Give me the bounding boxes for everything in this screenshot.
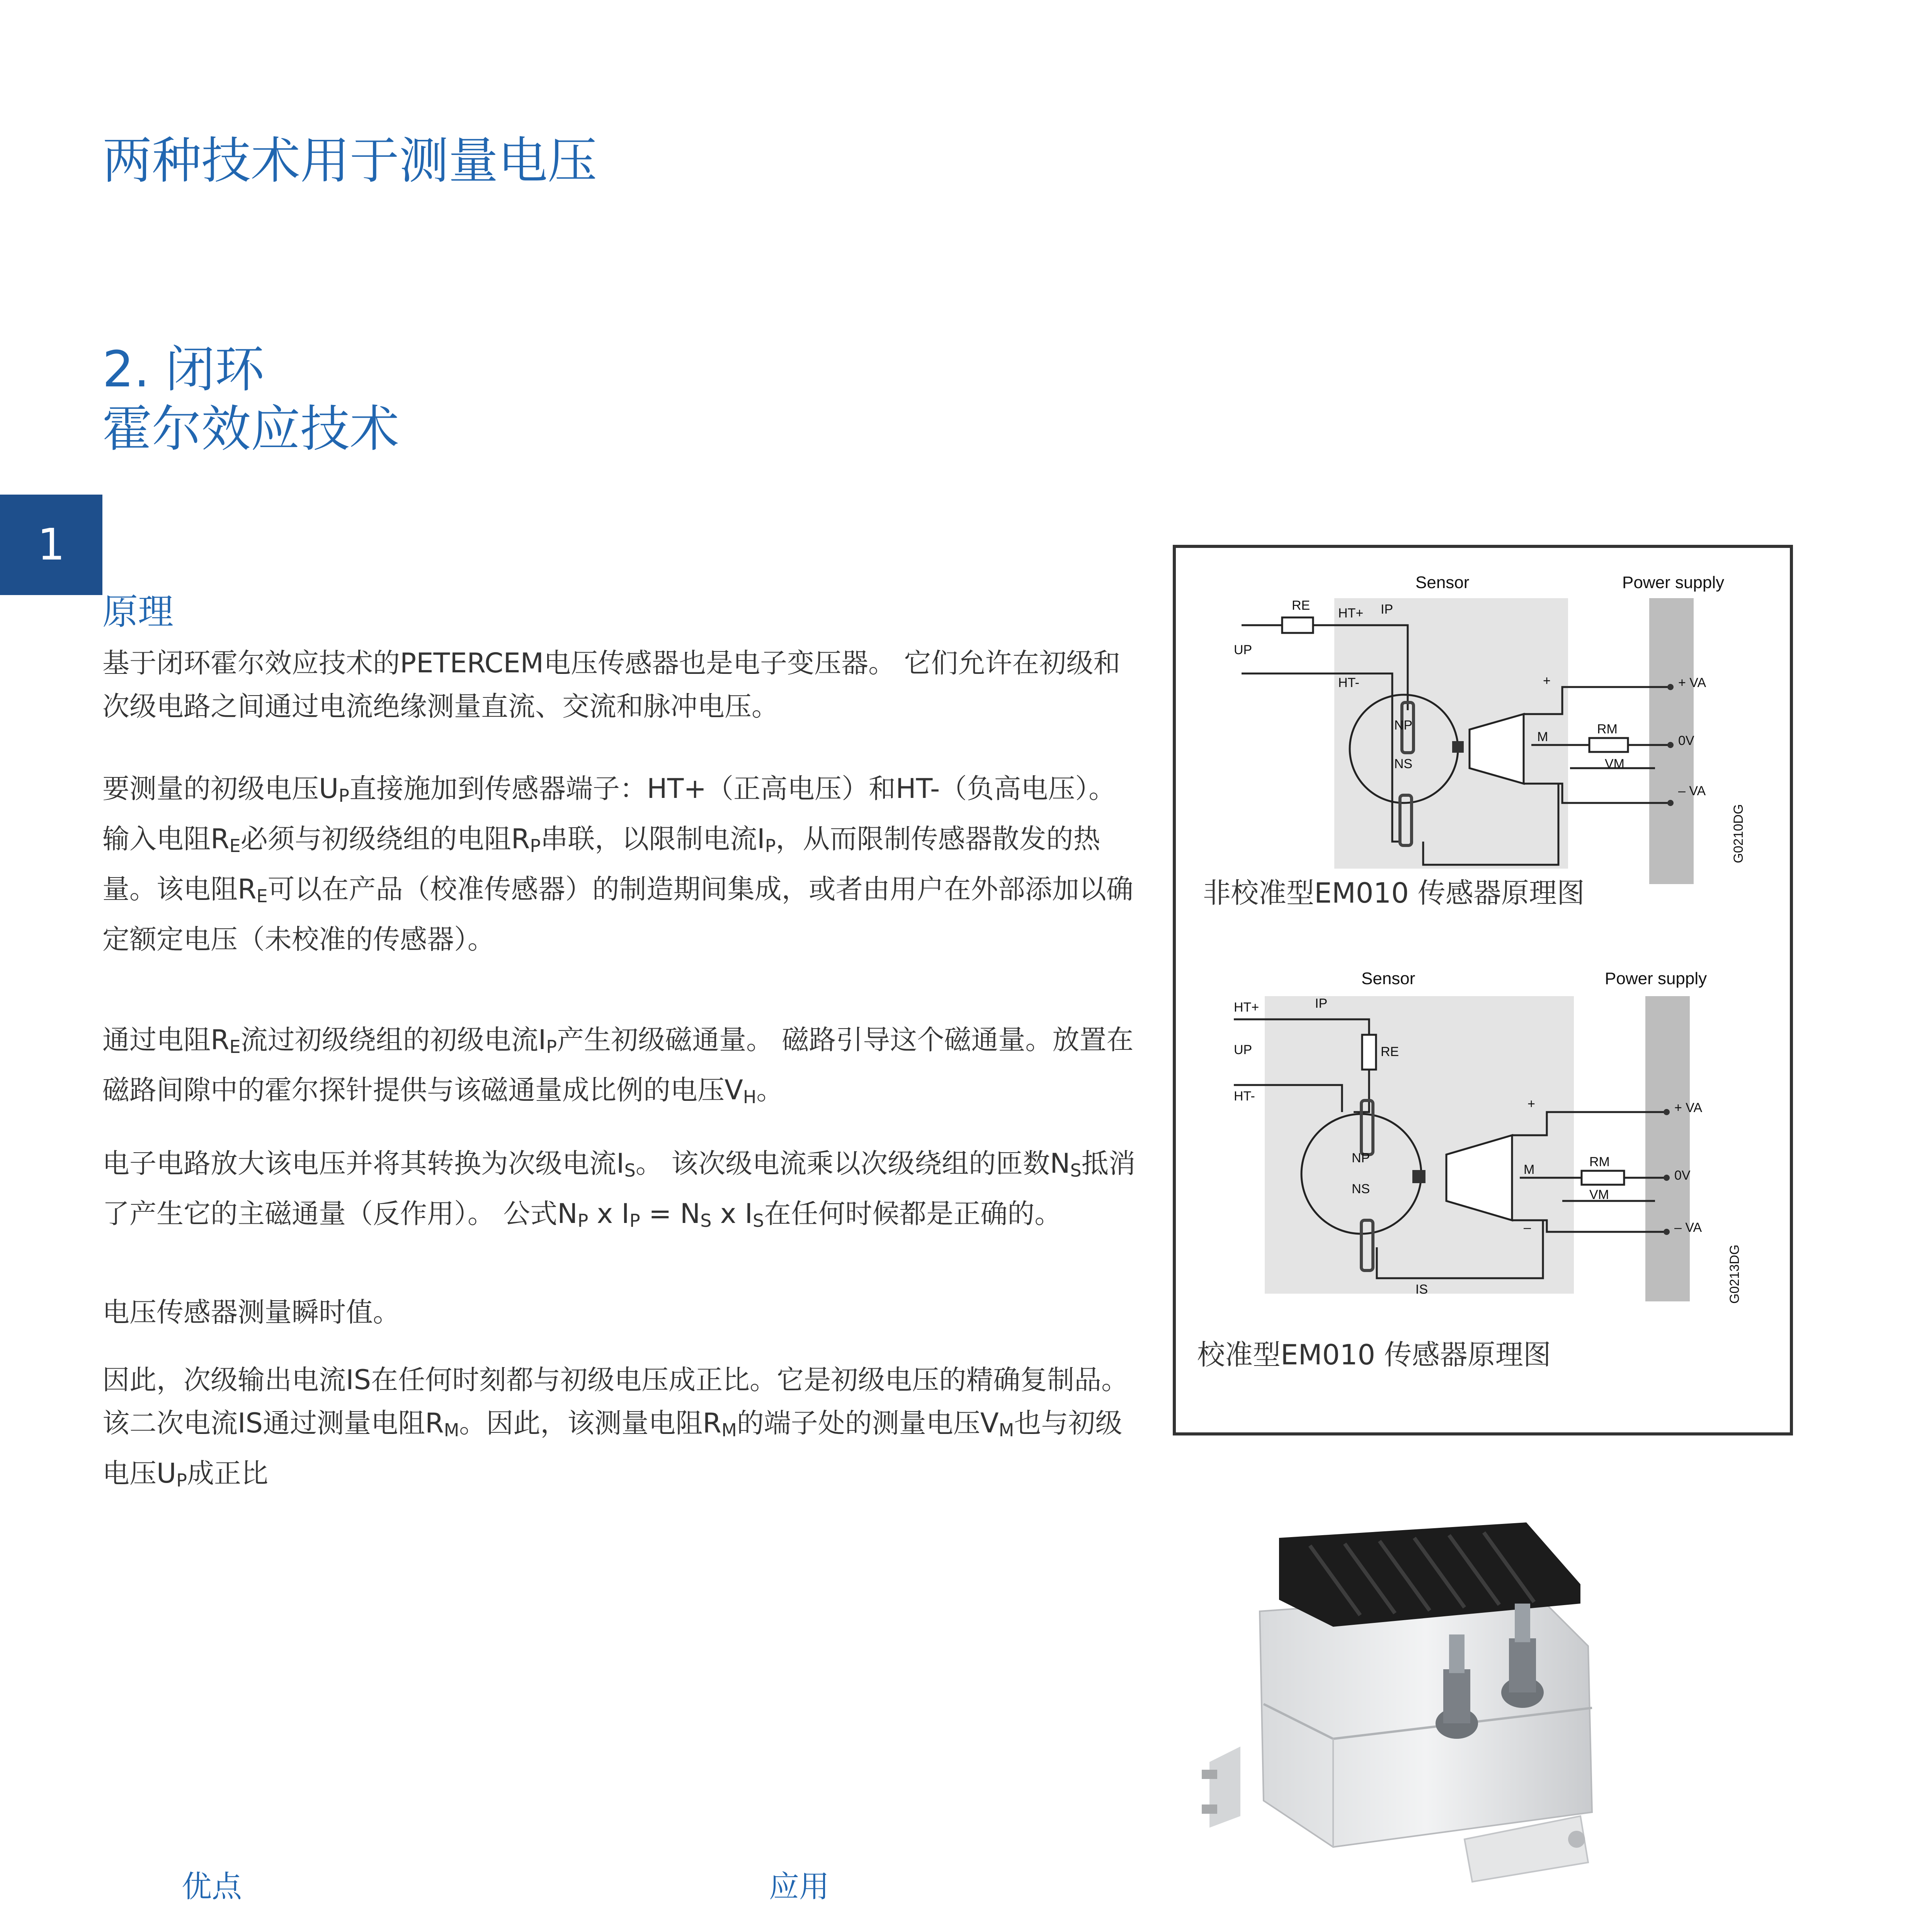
ht-minus-label: HT- [1234,1089,1255,1104]
ht-minus-label: HT- [1338,675,1359,690]
re-label: RE [1292,598,1310,613]
rm-label: RM [1589,1155,1610,1169]
principle-paragraph-5: 电压传感器测量瞬时值。 [102,1296,400,1328]
section-heading-line1: 2. 闭环 [102,341,264,398]
is-label: IS [1415,1282,1428,1297]
applications-subheading [769,1930,831,1932]
section-heading-line2: 霍尔效应技术 [102,400,400,458]
minus-label: – [1524,1220,1531,1235]
plus-label: + [1527,1097,1535,1111]
principle-paragraph-4: 电子电路放大该电压并将其转换为次级电流$I_S$。 该次级电流乘以次级绕组的匝数$N_S$抵消了产生它的主磁通量（反作用）。 公式$N_P$ x $I_P = N_S$ x $I_S$在任何时候都是正确的。 [102,1148,1136,1231]
sensor-label: Sensor [1415,573,1470,592]
np-label: NP [1394,718,1413,733]
schematic-uncalibrated-caption: 非校准型EM010 传感器原理图 [1203,877,1585,909]
principle-paragraph-6: 因此，次级输出电流IS在任何时刻都与初级电压成正比。它是初级电压的精确复制品。该二次电流IS通过测量电阻$R_M$。因此，该测量电阻$R_M$的端子处的测量电压$V_M$也与初级电压$U_P$成正比 [102,1364,1129,1491]
voltage-sensor-product-image [1194,1522,1731,1932]
va-minus-label: – VA [1674,1220,1702,1235]
vm-label: VM [1605,757,1624,771]
ip-label: IP [1381,602,1393,617]
schematic-panel [1173,545,1793,1435]
m-label: M [1524,1162,1535,1177]
va-plus-label: + VA [1674,1100,1703,1115]
zero-volt-label: 0V [1678,733,1694,748]
up-label: UP [1234,643,1252,657]
advantages-heading: 优点 [182,1869,242,1904]
ht-plus-label: HT+ [1338,606,1364,621]
ht-plus-label: HT+ [1234,1000,1259,1015]
schematic-uncalibrated [1176,548,1790,896]
vm-label: VM [1589,1187,1609,1202]
zero-volt-label: 0V [1674,1168,1691,1183]
advantages-intro [182,1928,684,1932]
plus-label: + [1543,673,1551,688]
chapter-tab: 1 [0,495,102,595]
ip-label: IP [1315,996,1328,1011]
figure-code: G0213DG [1727,1244,1742,1304]
np-label: NP [1352,1151,1370,1165]
principle-paragraph-3: 通过电阻$R_E$流过初级绕组的初级电流$I_P$产生初级磁通量。 磁路引导这个磁通量。放置在磁路间隙中的霍尔探针提供与该磁通量成比例的电压$V_H$。 [102,1024,1134,1107]
schematic-calibrated-caption: 校准型EM010 传感器原理图 [1197,1338,1551,1371]
applications-heading: 应用 [769,1869,830,1904]
schematic-uncalibrated-drawing [1176,548,1790,896]
schematic-calibrated [1176,954,1790,1321]
sensor-label: Sensor [1361,969,1415,988]
re-label: RE [1381,1044,1399,1059]
figure-code: G0210DG [1731,804,1746,864]
schematic-calibrated-drawing [1176,954,1790,1321]
page-title: 两种技术用于测量电压 [102,132,597,190]
va-minus-label: – VA [1678,784,1706,798]
ns-label: NS [1352,1182,1370,1196]
up-label: UP [1234,1043,1252,1057]
principle-paragraph-1: 基于闭环霍尔效应技术的PETERCEM电压传感器也是电子变压器。 它们允许在初级和次级电路之间通过电流绝缘测量直流、交流和脉冲电压。 [102,647,1121,722]
section-heading [102,340,399,459]
power-supply-label: Power supply [1605,969,1707,988]
m-label: M [1537,730,1548,744]
ns-label: NS [1394,757,1413,771]
power-supply-label: Power supply [1622,573,1725,592]
principle-paragraph-2: 要测量的初级电压$U_P$直接施加到传感器端子：HT+（正高电压）和HT-（负高电压）。输入电阻$R_E$必须与初级绕组的电阻$R_P$串联，以限制电流$I_P$，从而限制传感器散发的热量。该电阻$R_E$可以在产品（校准传感器）的制造期间集成，或者由用户在外部添加以确定额定电压（未校准的传感器）。 [102,773,1133,955]
principle-heading: 原理 [102,591,174,633]
va-plus-label: + VA [1678,675,1706,690]
rm-label: RM [1597,722,1618,736]
